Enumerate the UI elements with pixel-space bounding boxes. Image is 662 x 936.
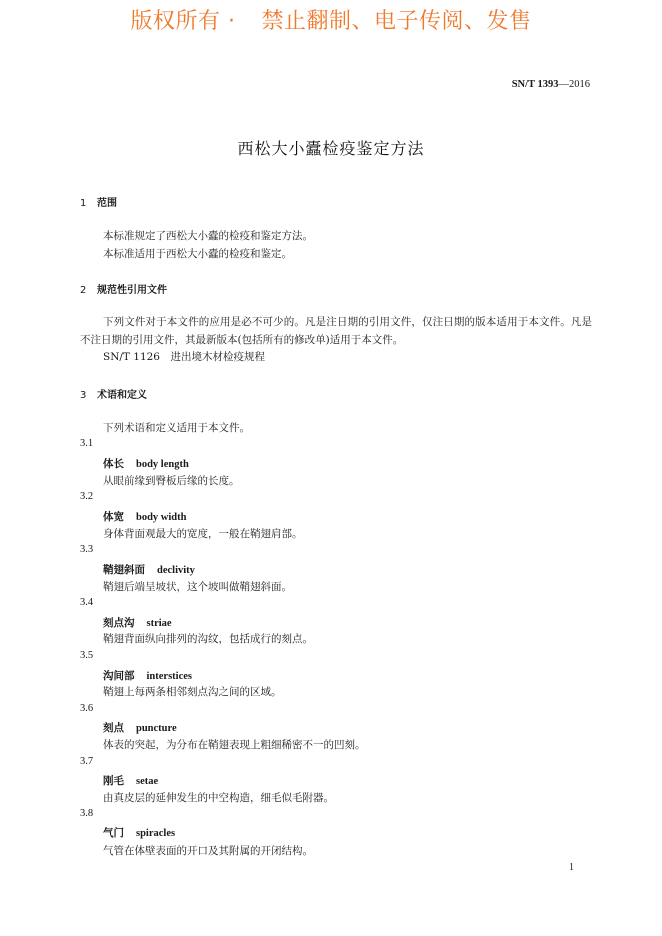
term-definition: 身体背面观最大的宽度，一般在鞘翅肩部。: [103, 528, 303, 540]
term-en: body width: [136, 512, 187, 523]
term-en: puncture: [136, 723, 177, 734]
term-number: 3.5: [80, 650, 94, 661]
banner-right: 禁止翻制、电子传阅、发售: [261, 9, 532, 34]
term-number: 3.4: [80, 597, 94, 608]
term-definition: 鞘翅后端呈坡状，这个坡叫做鞘翅斜面。: [103, 581, 292, 593]
term-number: 3.6: [80, 703, 94, 714]
section-title: 术语和定义: [97, 390, 147, 401]
section-number: 3: [80, 390, 87, 401]
term-heading: [103, 456, 189, 471]
standard-code: [512, 79, 590, 90]
section-heading-terms: [80, 386, 147, 401]
term-heading: [103, 720, 177, 735]
banner-left: 版权所有 ·: [130, 9, 236, 34]
term-heading: [103, 825, 175, 840]
section-number: 2: [80, 285, 87, 296]
term-number: 3.7: [80, 756, 94, 767]
term-number: 3.2: [80, 491, 94, 502]
term-cn: 刻点: [103, 722, 124, 734]
term-definition: 由真皮层的延伸发生的中空构造，细毛似毛附器。: [103, 792, 334, 804]
term-definition: 鞘翅背面纵向排列的沟纹，包括成行的刻点。: [103, 633, 313, 645]
term-definition: 鞘翅上每两条相邻刻点沟之间的区域。: [103, 686, 282, 698]
term-number: 3.3: [80, 544, 94, 555]
term-cn: 沟间部: [103, 670, 135, 682]
section-title: 范围: [97, 198, 117, 209]
scope-paragraph: 本标准适用于西松大小蠹的检疫和鉴定。: [103, 248, 292, 260]
reference-item: SN/T 1126 进出境木材检疫规程: [103, 351, 265, 363]
term-cn: 刚毛: [103, 775, 124, 787]
term-cn: 体长: [103, 458, 124, 470]
term-en: body length: [136, 459, 189, 470]
term-heading: [103, 562, 195, 577]
term-number: 3.8: [80, 808, 94, 819]
terms-intro: 下列术语和定义适用于本文件。: [103, 422, 250, 434]
term-definition: 从眼前缘到臀板后缘的长度。: [103, 475, 240, 487]
term-en: setae: [136, 776, 159, 787]
term-en: striae: [146, 618, 172, 629]
section-title: 规范性引用文件: [97, 285, 167, 296]
term-heading: [103, 668, 192, 683]
term-en: declivity: [157, 565, 195, 576]
standard-code-prefix: SN/T 1393: [511, 79, 559, 90]
section-heading-scope: [80, 194, 117, 209]
scope-paragraph: 本标准规定了西松大小蠹的检疫和鉴定方法。: [103, 230, 313, 242]
term-cn: 体宽: [103, 511, 124, 523]
term-heading: [103, 509, 186, 524]
term-heading: [103, 615, 172, 630]
term-cn: 气门: [103, 827, 124, 839]
term-cn: 刻点沟: [103, 617, 135, 629]
section-number: 1: [80, 198, 87, 209]
standard-code-year: —2016: [558, 79, 590, 90]
page-number: 1: [569, 862, 574, 873]
copyright-banner: [0, 4, 662, 35]
term-number: 3.1: [80, 438, 94, 449]
term-en: interstices: [146, 671, 192, 682]
term-en: spiracles: [136, 828, 176, 839]
term-heading: [103, 773, 158, 788]
term-definition: 体表的突起，为分布在鞘翅表现上粗细稀密不一的凹刻。: [103, 739, 366, 751]
section-heading-normative-refs: [80, 281, 167, 296]
term-definition: 气管在体壁表面的开口及其附属的开闭结构。: [103, 845, 313, 857]
refs-paragraph: 下列文件对于本文件的应用是必不可少的。凡是注日期的引用文件，仅注日期的版本适用于本文件。凡是不注日期的引用文件，其最新版本(包括所有的修改单)适用于本文件。: [80, 316, 592, 346]
document-title: 西松大小蠹检疫鉴定方法: [237, 139, 425, 158]
term-cn: 鞘翅斜面: [103, 564, 145, 576]
